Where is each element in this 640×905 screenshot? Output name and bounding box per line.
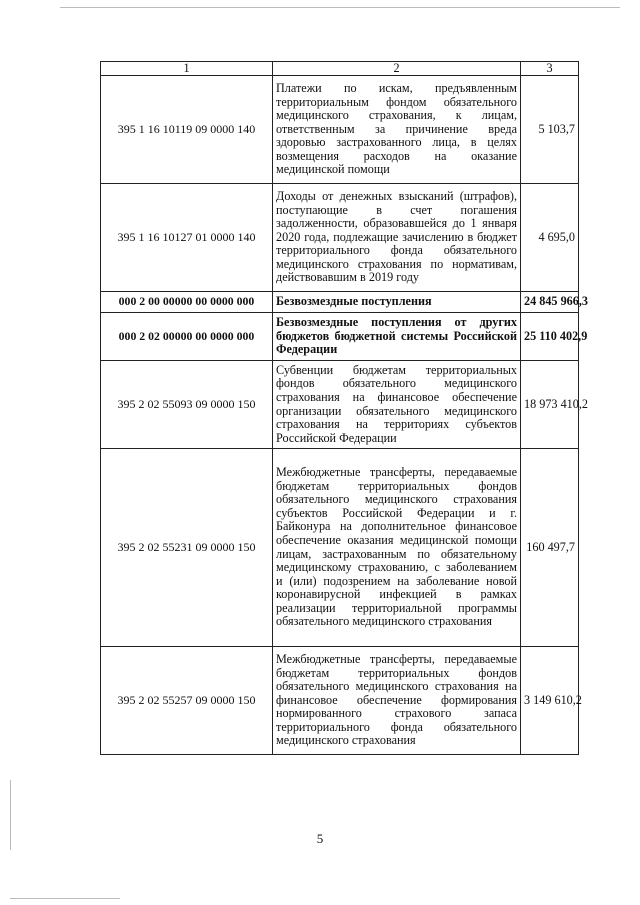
- row-amount: 18 973 410,2: [521, 361, 579, 449]
- table-row: [101, 449, 579, 647]
- row-description: Безвозмездные поступления: [273, 292, 521, 313]
- row-description: Безвозмездные поступления от других бюджетов бюджетной системы Российской Федерации: [273, 313, 521, 361]
- budget-revenue-table: [100, 61, 588, 755]
- row-code: 395 2 02 55231 09 0000 150: [101, 449, 273, 647]
- row-code: 000 2 00 00000 00 0000 000: [101, 292, 273, 313]
- row-code: 395 2 02 55093 09 0000 150: [101, 361, 273, 449]
- row-amount: 3 149 610,2: [521, 647, 579, 755]
- scan-edge-bottom: [10, 898, 120, 899]
- table-header-row: [101, 62, 579, 76]
- row-amount: 24 845 966,3: [521, 292, 579, 313]
- row-description: Межбюджетные трансферты, передаваемые бюджетам территориальных фондов обязательного медицинского страхования субъектов Российской Федерации и г. Байконура на дополнительное финансовое обеспечение оказания медицинской помощи лицам, застрахованным по обязательному медицинскому страхованию, с заболеванием и (или) подозрением на заболевание новой коронавирусной инфекцией в рамках реализации территориальной программы обязательного медицинского страхования: [273, 449, 521, 647]
- row-description: Межбюджетные трансферты, передаваемые бюджетам территориальных фондов обязательного медицинского страхования на финансовое обеспечение формирования нормированного страхового запаса территориального фонда обязательного медицинского страхования: [273, 647, 521, 755]
- row-amount: 4 695,0: [521, 184, 579, 292]
- column-header-code: 1: [101, 62, 273, 76]
- scan-edge-top: [60, 7, 620, 8]
- table-row: [101, 184, 579, 292]
- row-code: 000 2 02 00000 00 0000 000: [101, 313, 273, 361]
- row-description: Доходы от денежных взысканий (штрафов), поступающие в счет погашения задолженности, образовавшейся до 1 января 2020 года, подлежащие зачислению в бюджет территориального фонда обязательного медицинского страхования по нормативам, действовавшим в 2019 году: [273, 184, 521, 292]
- table-row: [101, 76, 579, 184]
- column-header-description: 2: [273, 62, 521, 76]
- row-amount: 160 497,7: [521, 449, 579, 647]
- table-row: [101, 361, 579, 449]
- row-description: Субвенции бюджетам территориальных фондов обязательного медицинского страхования на финансовое обеспечение организации обязательного медицинского страхования на территориях субъектов Российской Федерации: [273, 361, 521, 449]
- column-header-amount: 3: [521, 62, 579, 76]
- row-description: Платежи по искам, предъявленным территориальным фондом обязательного медицинского страхования, к лицам, ответственным за причинение вреда здоровью застрахованного лица, в целях возмещения расходов на оказание медицинской помощи: [273, 76, 521, 184]
- page-number: 5: [316, 831, 324, 846]
- table-row: [101, 647, 579, 755]
- row-code: 395 1 16 10127 01 0000 140: [101, 184, 273, 292]
- table-row: [101, 292, 579, 313]
- row-code: 395 1 16 10119 09 0000 140: [101, 76, 273, 184]
- table-row: [101, 313, 579, 361]
- row-amount: 5 103,7: [521, 76, 579, 184]
- row-amount: 25 110 402,9: [521, 313, 579, 361]
- row-code: 395 2 02 55257 09 0000 150: [101, 647, 273, 755]
